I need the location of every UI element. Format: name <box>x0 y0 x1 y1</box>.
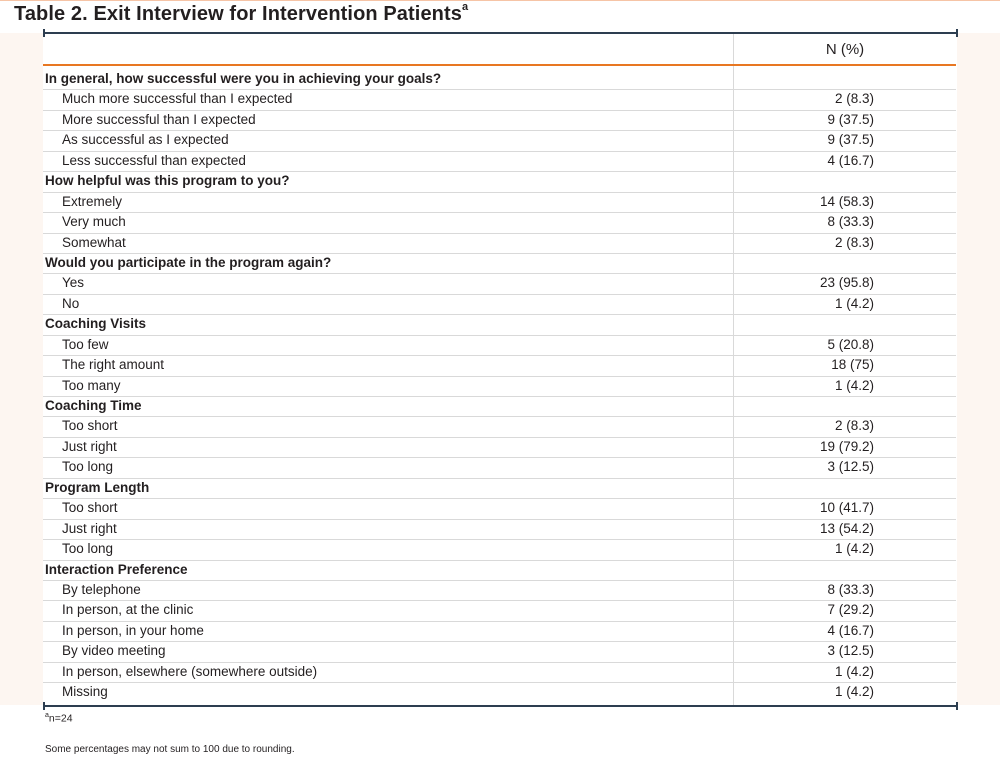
table-row <box>43 295 956 315</box>
bottom-left-tick <box>43 702 45 710</box>
table-row <box>43 356 956 376</box>
row-label: By video meeting <box>62 643 166 659</box>
row-label: Too many <box>62 377 121 393</box>
section-header-row <box>43 479 956 499</box>
table-row <box>43 438 956 458</box>
row-label: Just right <box>62 520 117 536</box>
row-value: 3 (12.5) <box>827 643 874 659</box>
section-label: Coaching Visits <box>45 316 147 332</box>
row-value: 2 (8.3) <box>834 91 874 107</box>
row-value: 18 (75) <box>831 357 874 373</box>
row-value: 3 (12.5) <box>827 459 874 475</box>
table-row <box>43 274 956 294</box>
row-value: 19 (79.2) <box>819 438 874 454</box>
row-value: 1 (4.2) <box>834 377 874 393</box>
row-value: 9 (37.5) <box>827 132 874 148</box>
table-row <box>43 622 956 642</box>
section-header-row <box>43 397 956 417</box>
row-label: No <box>62 295 80 311</box>
table-row <box>43 131 956 151</box>
section-header-row <box>43 561 956 581</box>
row-value: 1 (4.2) <box>834 295 874 311</box>
row-label: Less successful than expected <box>62 152 246 168</box>
row-value: 2 (8.3) <box>834 234 874 250</box>
table-row <box>43 642 956 662</box>
title-footnote-marker: a <box>461 1 469 14</box>
table-row <box>43 499 956 519</box>
row-value: 10 (41.7) <box>819 500 874 516</box>
section-label: How helpful was this program to you? <box>45 173 290 189</box>
row-value: 5 (20.8) <box>827 336 874 352</box>
row-value: 23 (95.8) <box>819 275 874 291</box>
row-label: By telephone <box>62 581 141 597</box>
table-row <box>43 152 956 172</box>
row-label: Missing <box>62 684 108 700</box>
table-row <box>43 234 956 254</box>
footnote <box>45 712 73 725</box>
row-label: In person, at the clinic <box>62 602 194 618</box>
table-row <box>43 336 956 356</box>
row-value: 14 (58.3) <box>819 193 874 209</box>
row-value: 2 (8.3) <box>834 418 874 434</box>
row-value: 7 (29.2) <box>827 602 874 618</box>
table-title <box>14 3 468 26</box>
row-value: 4 (16.7) <box>827 622 874 638</box>
footnote-text: n=24 <box>48 712 73 725</box>
row-label: Very much <box>62 214 126 230</box>
section-label: Coaching Time <box>45 398 142 413</box>
table-row <box>43 683 956 703</box>
table-row <box>43 417 956 437</box>
table-title-text: Table 2. Exit Interview for Intervention Patients <box>14 3 462 25</box>
section-label: Program Length <box>45 479 150 495</box>
section-header-row <box>43 315 956 335</box>
row-label: In person, elsewhere (somewhere outside) <box>62 663 318 679</box>
table-row <box>43 90 956 110</box>
table-body <box>43 70 956 704</box>
table-row <box>43 193 956 213</box>
row-label: Yes <box>62 275 85 291</box>
table-row <box>43 540 956 560</box>
row-value: 8 (33.3) <box>827 214 874 230</box>
bottom-right-tick <box>956 702 958 710</box>
row-label: Too long <box>62 541 114 557</box>
table-row <box>43 213 956 233</box>
section-header-row <box>43 70 956 90</box>
row-label: Extremely <box>62 193 123 209</box>
row-value: 1 (4.2) <box>834 663 874 679</box>
footnote-marker: a <box>45 712 49 719</box>
top-right-tick <box>956 29 958 37</box>
rounding-note: Some percentages may not sum to 100 due to rounding. <box>45 744 295 755</box>
row-label: Too short <box>62 418 118 434</box>
row-label: Somewhat <box>62 234 126 250</box>
table-bottom-rule <box>43 705 958 707</box>
section-label: Interaction Preference <box>45 561 188 577</box>
row-label: Too long <box>62 459 114 475</box>
table-row <box>43 377 956 397</box>
row-label: As successful as I expected <box>62 132 229 148</box>
section-label: In general, how successful were you in achieving your goals? <box>45 71 442 86</box>
row-label: Just right <box>62 438 117 454</box>
section-label: Would you participate in the program again? <box>45 254 332 270</box>
table-row <box>43 111 956 131</box>
row-value: 1 (4.2) <box>834 684 874 700</box>
row-label: Too short <box>62 500 118 516</box>
row-value: 1 (4.2) <box>834 541 874 557</box>
section-header-row <box>43 172 956 192</box>
table-row <box>43 581 956 601</box>
row-value: 4 (16.7) <box>827 152 874 168</box>
table-row <box>43 663 956 683</box>
top-left-tick <box>43 29 45 37</box>
row-label: In person, in your home <box>62 622 204 638</box>
row-label: More successful than I expected <box>62 111 256 127</box>
row-value: 8 (33.3) <box>827 581 874 597</box>
row-label: The right amount <box>62 357 165 373</box>
column-header-n-percent: N (%) <box>825 40 865 58</box>
section-header-row <box>43 254 956 274</box>
row-value: 9 (37.5) <box>827 111 874 127</box>
top-border <box>0 0 1000 1</box>
table-row <box>43 520 956 540</box>
row-label: Much more successful than I expected <box>62 91 293 107</box>
header-rule <box>43 64 956 66</box>
row-value: 13 (54.2) <box>819 520 874 536</box>
table-row <box>43 458 956 478</box>
table-row <box>43 601 956 621</box>
row-label: Too few <box>62 336 109 352</box>
